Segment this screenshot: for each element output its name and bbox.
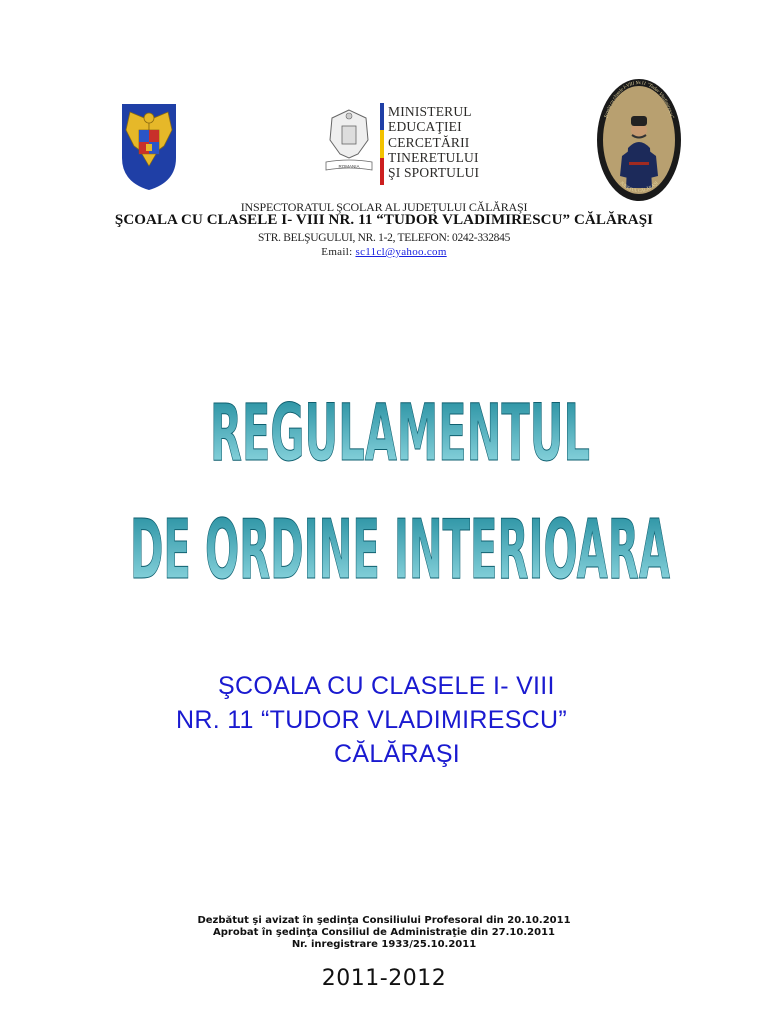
school-line-1: ŞCOALA CU CLASELE I- VIII — [218, 672, 555, 700]
title-line-1: REGULAMENTUL — [210, 389, 590, 479]
approval-note-debated: Dezbătut şi avizat în şedinţa Consiliului Profesoral din 20.10.2011 — [197, 915, 571, 926]
title-line-2: DE ORDINE INTERIOARA — [130, 503, 671, 598]
email-line — [0, 246, 768, 258]
ministry-banner-text: ROMANIA — [338, 164, 360, 169]
ministry-name — [388, 104, 498, 180]
portrait-caption-bottom: JUDEŢUL CĂLĂRAŞI — [619, 180, 659, 194]
ministry-line: TINERETULUI — [388, 149, 479, 165]
inspectorat-line: INSPECTORATUL ŞCOLAR AL JUDEŢULUI CĂLĂRAŞI — [240, 200, 528, 214]
portrait-caption-top: Şcoala cu clasele I-VIII Nr.11 "Tudor Vladimirescu" — [603, 80, 675, 119]
registration-number: Nr. inregistrare 1933/25.10.2011 — [291, 939, 477, 950]
approval-note-approved: Aprobat în şedinţa Consiliul de Administraţie din 27.10.2011 — [213, 927, 555, 938]
school-address: STR. BELŞUGULUI, NR. 1-2, TELEFON: 0242-332845 — [257, 232, 511, 244]
school-year: 2011-2012 — [321, 966, 447, 991]
school-name-header: ŞCOALA CU CLASELE I- VIII NR. 11 “TUDOR VLADIMIRESCU” CĂLĂRAŞI — [114, 212, 654, 228]
ministry-line: CERCETĂRII — [388, 134, 470, 150]
ministry-line: ŞI SPORTULUI — [388, 165, 480, 181]
ministry-line: MINISTERUL — [388, 104, 472, 119]
school-line-2: NR. 11 “TUDOR VLADIMIRESCU” — [176, 706, 568, 734]
ministry-emblem — [322, 104, 376, 184]
email-label: Email: — [321, 246, 356, 258]
ministry-tricolor-bar — [380, 103, 384, 185]
document-title — [100, 380, 700, 620]
ministry-line: EDUCAŢIEI — [388, 119, 462, 135]
romania-coat-of-arms — [118, 100, 180, 192]
email-link[interactable]: sc11cl@yahoo.com — [355, 246, 447, 258]
school-line-3: CĂLĂRAŞI — [334, 740, 461, 768]
tudor-vladimirescu-portrait — [596, 78, 682, 202]
